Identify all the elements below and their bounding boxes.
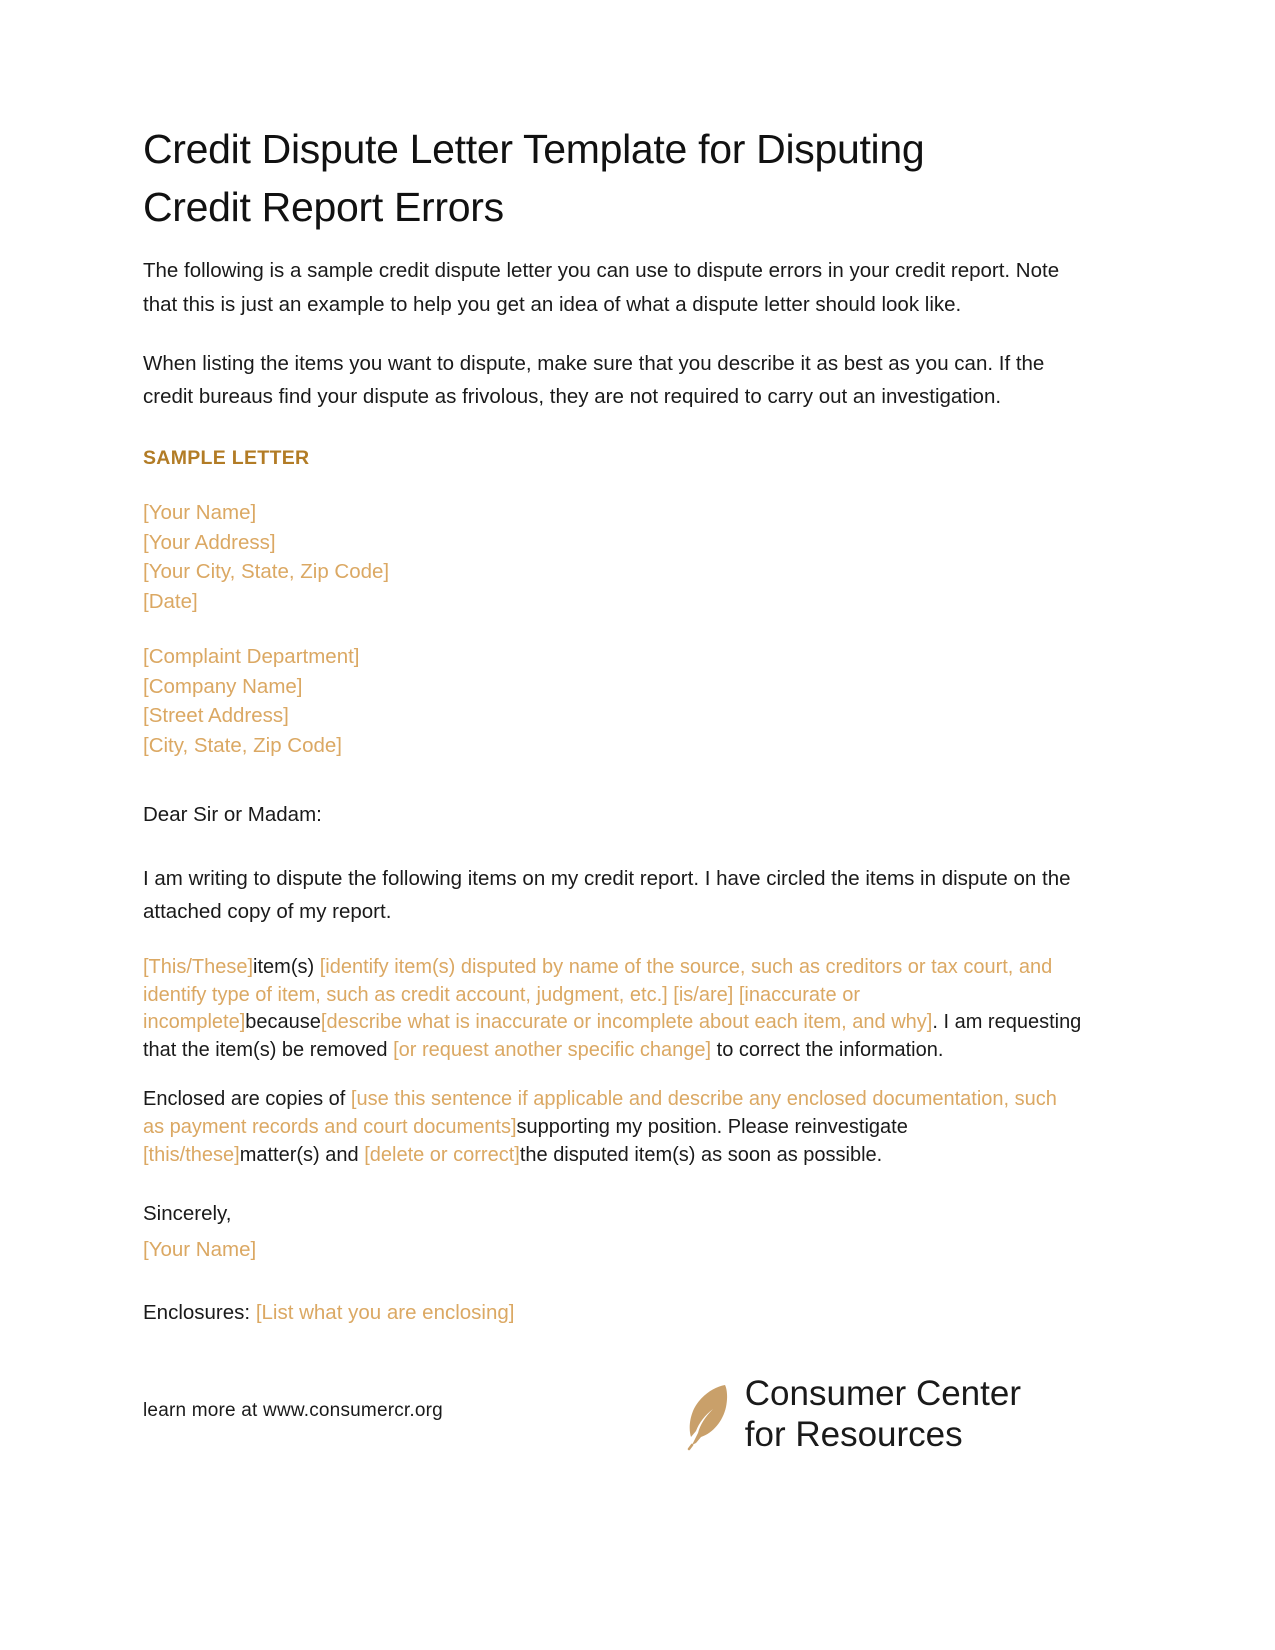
enclosures-line xyxy=(143,1298,1083,1328)
dispute-text-requesting: . I am requesting that the item(s) be removed xyxy=(143,1011,1082,1061)
enclosed-placeholder-this-these: [this/these] xyxy=(143,1143,240,1166)
dispute-placeholder-other-change: [or request another specific change] xyxy=(393,1038,712,1061)
logo-text xyxy=(745,1374,1021,1456)
recipient-address-block xyxy=(143,642,1083,760)
sender-address-placeholder: [Your Address] xyxy=(143,530,276,554)
enclosures-placeholder: [List what you are enclosing] xyxy=(255,1300,515,1324)
salutation: Dear Sir or Madam: xyxy=(143,803,322,827)
recipient-city-placeholder: [City, State, Zip Code] xyxy=(143,733,343,757)
sender-city-placeholder: [Your City, State, Zip Code] xyxy=(143,560,390,584)
signoff-name-placeholder: [Your Name] xyxy=(143,1238,257,1262)
recipient-company-placeholder: [Company Name] xyxy=(143,674,303,698)
dispute-placeholder-describe: [describe what is inaccurate or incomplete about each item, and why] xyxy=(320,1011,933,1034)
intro-paragraph-1: The following is a sample credit dispute letter you can use to dispute errors in your credit report. Note that this is just an example to help you get an idea of what a dispute letter should look like. xyxy=(143,259,1060,316)
enclosed-placeholder-delete-correct: [delete or correct] xyxy=(364,1143,520,1166)
learn-more-text: learn more at www.consumercr.org xyxy=(143,1400,443,1421)
opening-paragraph: I am writing to dispute the following items on my credit report. I have circled the items in dispute on the attached copy of my report. xyxy=(143,866,1071,923)
intro-paragraph-2: When listing the items you want to dispute, make sure that you describe it as best as you can. If the credit bureaus find your dispute as frivolous, they are not required to carry out an investigation. xyxy=(143,351,1045,409)
feather-quill-icon xyxy=(683,1379,731,1451)
dispute-text-because: because xyxy=(245,1011,321,1034)
recipient-street-placeholder: [Street Address] xyxy=(143,704,289,728)
enclosed-text-supporting: supporting my position. Please reinvestigate xyxy=(516,1115,908,1138)
dispute-placeholder-identify: [identify item(s) disputed by name of the source, such as creditors or tax court, and identify type of item, such as credit account, judgment, etc.] [is/are] [inaccurate or incomplete] xyxy=(143,955,1053,1034)
document-footer xyxy=(143,1374,1083,1462)
date-placeholder: [Date] xyxy=(143,589,198,613)
document-content xyxy=(143,120,1083,1328)
dispute-paragraph xyxy=(143,954,1083,1064)
enclosed-text-disputed: the disputed item(s) as soon as possible. xyxy=(519,1143,883,1166)
recipient-department-placeholder: [Complaint Department] xyxy=(143,645,360,669)
enclosed-text-matters: matter(s) and xyxy=(239,1143,365,1166)
sample-letter-heading: SAMPLE LETTER xyxy=(143,447,310,470)
sender-address-block xyxy=(143,498,1083,616)
organization-logo xyxy=(683,1374,1021,1456)
dispute-placeholder-this-these: [This/These] xyxy=(143,955,254,978)
enclosures-label: Enclosures: xyxy=(143,1300,256,1324)
dispute-text-correct: to correct the information. xyxy=(711,1038,944,1061)
signoff-text: Sincerely, xyxy=(143,1202,232,1226)
page-title: Credit Dispute Letter Template for Disputing Credit Report Errors xyxy=(143,126,925,231)
enclosed-text-intro: Enclosed are copies of xyxy=(143,1088,351,1111)
dispute-text-items: item(s) xyxy=(253,955,320,978)
enclosed-paragraph xyxy=(143,1086,1083,1169)
signoff-block xyxy=(143,1199,1083,1266)
logo-line-2: for Resources xyxy=(744,1414,963,1454)
logo-line-1: Consumer Center xyxy=(744,1374,1021,1413)
sender-name-placeholder: [Your Name] xyxy=(143,501,257,525)
enclosed-placeholder-documentation: [use this sentence if applicable and describe any enclosed documentation, such as payment records and court documents] xyxy=(143,1088,1057,1138)
